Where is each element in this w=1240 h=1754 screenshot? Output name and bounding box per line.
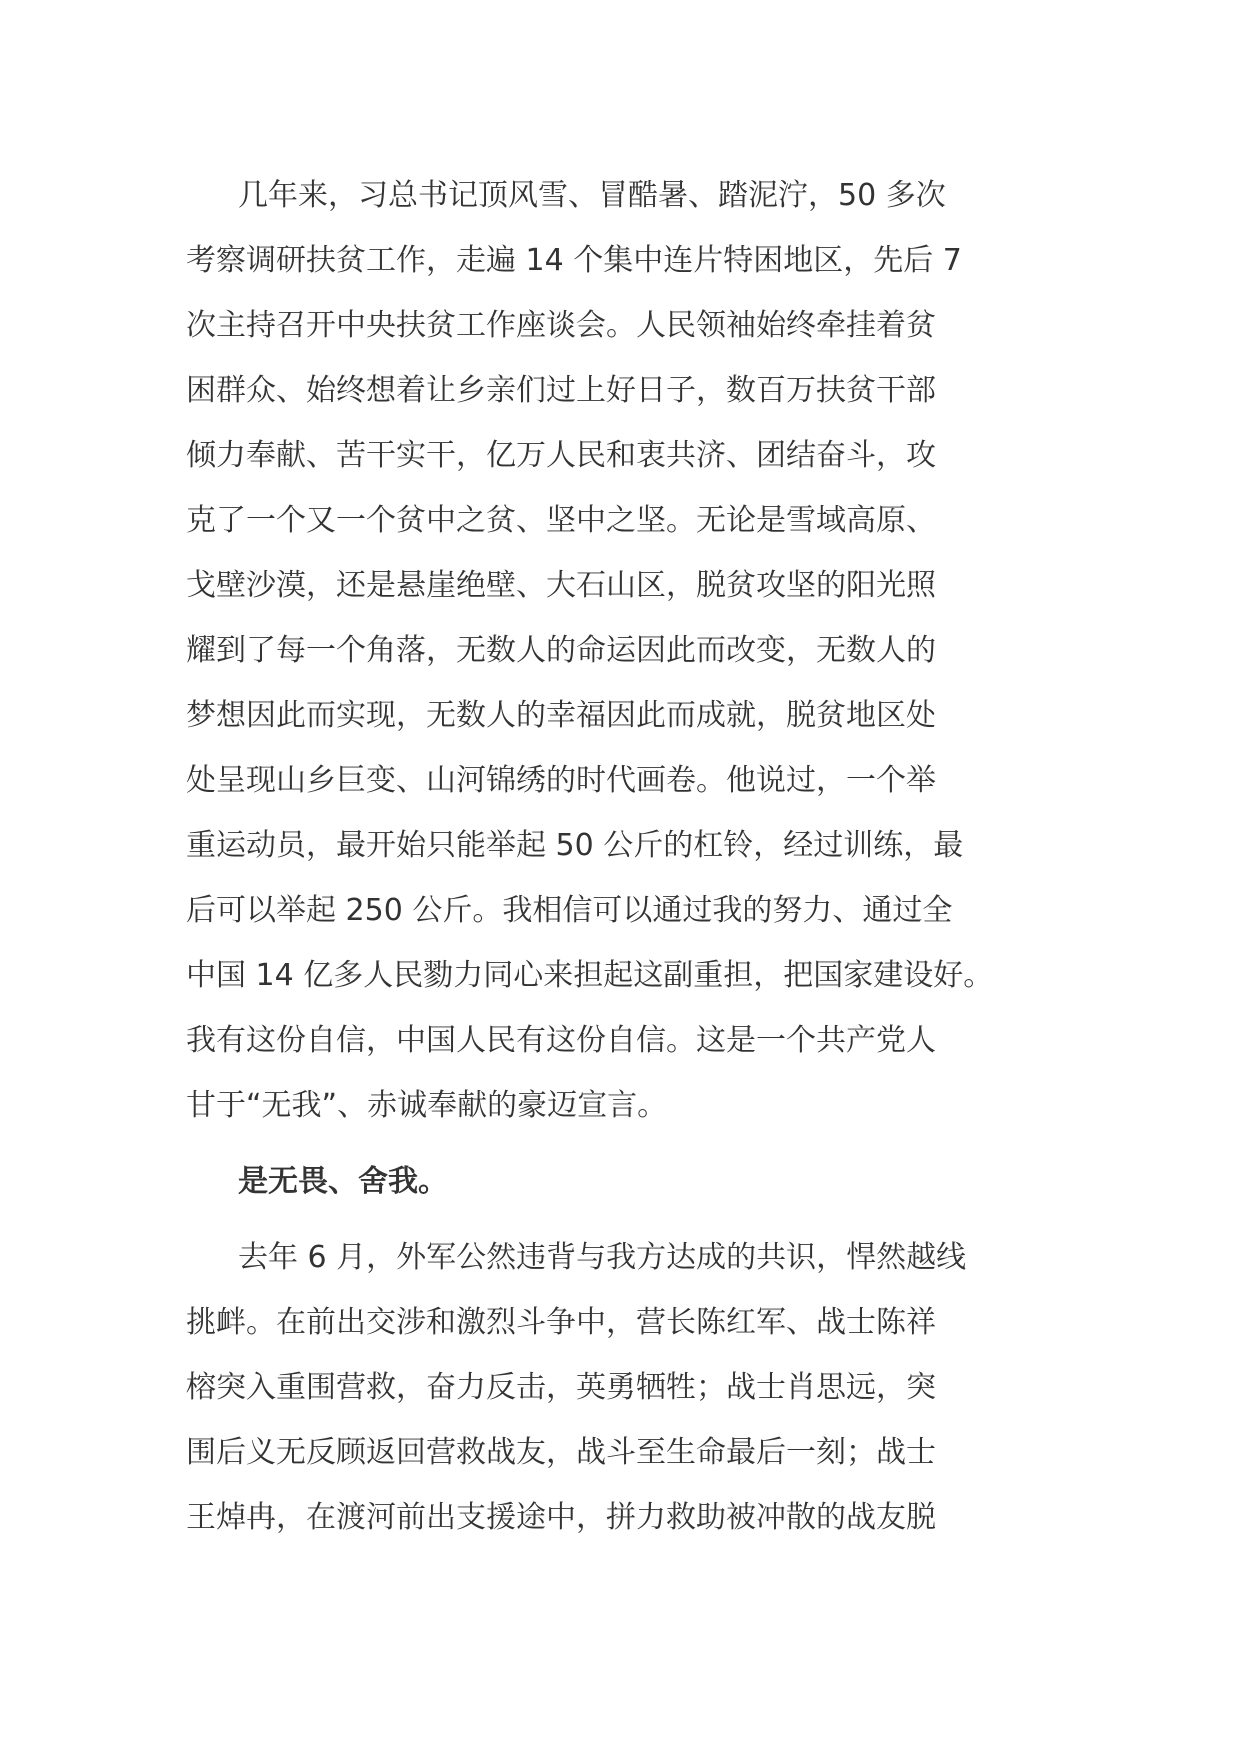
paragraph-line: 困群众、始终想着让乡亲们过上好日子，数百万扶贫干部 <box>186 373 936 408</box>
document-body <box>186 163 1054 1550</box>
paragraph-line: 甘于“无我”、赤诚奉献的豪迈宣言。 <box>186 1088 668 1123</box>
paragraph-line: 次主持召开中央扶贫工作座谈会。人民领袖始终牵挂着贫 <box>186 308 936 343</box>
paragraph-line: 考察调研扶贫工作，走遍 14 个集中连片特困地区，先后 7 <box>186 243 962 278</box>
paragraph-line: 处呈现山乡巨变、山河锦绣的时代画卷。他说过，一个举 <box>186 763 936 798</box>
paragraph-line: 我有这份自信，中国人民有这份自信。这是一个共产党人 <box>186 1023 936 1058</box>
paragraph-line: 挑衅。在前出交涉和激烈斗争中，营长陈红军、战士陈祥 <box>186 1305 936 1340</box>
paragraph-border-conflict <box>186 1225 1054 1550</box>
paragraph-line: 围后义无反顾返回营救战友，战斗至生命最后一刻；战士 <box>186 1435 936 1470</box>
paragraph-poverty-alleviation <box>186 163 1054 1138</box>
paragraph-line: 中国 14 亿多人民勠力同心来担起这副重担，把国家建设好。 <box>186 958 994 993</box>
paragraph-line: 榕突入重围营救，奋力反击，英勇牺牲；战士肖思远，突 <box>186 1370 936 1405</box>
paragraph-line: 克了一个又一个贫中之贫、坚中之坚。无论是雪域高原、 <box>186 503 936 538</box>
paragraph-line: 后可以举起 250 公斤。我相信可以通过我的努力、通过全 <box>186 893 953 928</box>
paragraph-line: 倾力奉献、苦干实干，亿万人民和衷共济、团结奋斗，攻 <box>186 438 936 473</box>
section-heading: 是无畏、舍我。 <box>238 1164 448 1199</box>
paragraph-line: 王焯冉，在渡河前出支援途中，拼力救助被冲散的战友脱 <box>186 1500 936 1535</box>
paragraph-line: 耀到了每一个角落，无数人的命运因此而改变，无数人的 <box>186 633 936 668</box>
paragraph-line: 去年 6 月，外军公然违背与我方达成的共识，悍然越线 <box>238 1240 967 1275</box>
paragraph-line: 重运动员，最开始只能举起 50 公斤的杠铃，经过训练，最 <box>186 828 964 863</box>
paragraph-line: 戈壁沙漠，还是悬崖绝壁、大石山区，脱贫攻坚的阳光照 <box>186 568 936 603</box>
paragraph-line: 梦想因此而实现，无数人的幸福因此而成就，脱贫地区处 <box>186 698 936 733</box>
paragraph-line: 几年来，习总书记顶风雪、冒酷暑、踏泥泞，50 多次 <box>238 178 946 213</box>
